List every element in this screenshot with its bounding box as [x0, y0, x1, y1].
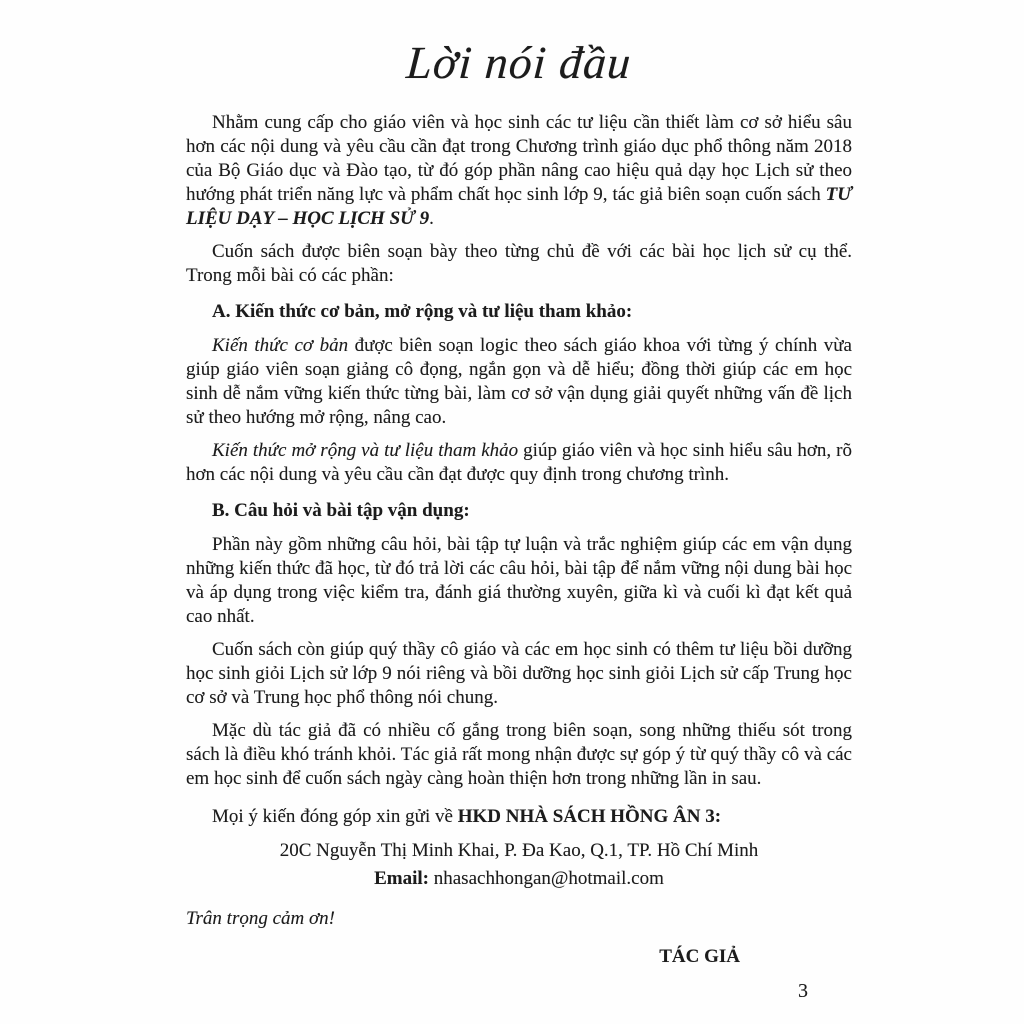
closing-author: TÁC GIẢ	[659, 946, 740, 967]
contact-email-line	[186, 867, 852, 891]
paragraph-intro	[186, 111, 852, 231]
section-a-heading: A. Kiến thức cơ bản, mở rộng và tư liệu tham khảo:	[212, 301, 633, 322]
closing-thanks: Trân trọng cảm ơn!	[186, 908, 335, 929]
intro-text: Nhằm cung cấp cho giáo viên và học sinh các tư liệu cần thiết làm cơ sở hiểu sâu hơn các nội dung và yêu cầu cần đạt trong Chương trình giáo dục phổ thông năm 2018 của Bộ Giáo dục và Đào tạo, từ đó góp phần nâng cao hiệu quả dạy học Lịch sử theo hướng phát triển năng lực và phẩm chất học sinh lớp 9, tác giả biên soạn cuốn sách	[186, 112, 852, 205]
contact-feedback-text: Mọi ý kiến đóng góp xin gửi về	[212, 806, 458, 827]
paragraph-section-b-1: Phần này gồm những câu hỏi, bài tập tự luận và trắc nghiệm giúp các em vận dụng những kiến thức đã học, từ đó trả lời các câu hỏi, bài tập để nắm vững nội dung bài học và áp dụng trong việc kiểm tra, đánh giá thường xuyên, giữa kì và cuối kì đạt kết quả cao nhất.	[186, 534, 852, 627]
section-b-heading: B. Câu hỏi và bài tập vận dụng:	[212, 500, 470, 521]
section-a-p1-lead: Kiến thức cơ bản	[212, 335, 349, 356]
book-title-text: TƯ LIỆU DẠY – HỌC LỊCH SỬ 9	[186, 184, 852, 229]
paragraph-section-a-2	[186, 439, 852, 487]
paragraph-outro-1: Cuốn sách còn giúp quý thầy cô giáo và các em học sinh có thêm tư liệu bồi dưỡng học sinh giỏi Lịch sử lớp 9 nói riêng và bồi dưỡng học sinh giỏi Lịch sử cấp Trung học cơ sở và Trung học phổ thông nói chung.	[186, 639, 852, 708]
section-a-p2-lead: Kiến thức mở rộng và tư liệu tham khảo	[212, 440, 519, 461]
paragraph-outro-2: Mặc dù tác giả đã có nhiều cố gắng trong biên soạn, song những thiếu sót trong sách là điều khó tránh khỏi. Tác giả rất mong nhận được sự góp ý từ quý thầy cô và các em học sinh để cuốn sách ngày càng hoàn thiện hơn trong những lần in sau.	[186, 720, 852, 789]
paragraph-contact	[186, 805, 852, 829]
page-title: Lời nói đầu	[404, 37, 634, 88]
email-value: nhasachhongan@hotmail.com	[429, 868, 664, 889]
paragraph-section-a-1	[186, 334, 852, 430]
page-content	[186, 36, 852, 978]
intro-text-end: .	[429, 208, 434, 229]
contact-address: 20C Nguyễn Thị Minh Khai, P. Đa Kao, Q.1, TP. Hồ Chí Minh	[279, 840, 759, 861]
store-name: HKD NHÀ SÁCH HỒNG ÂN 3:	[457, 806, 722, 827]
body-text	[186, 111, 852, 969]
email-label: Email:	[374, 868, 429, 889]
section-a-p1-rest: được biên soạn logic theo sách giáo khoa với từng ý chính vừa giúp giáo viên soạn giảng cô đọng, ngắn gọn và dễ hiểu; đồng thời giúp các em học sinh dễ nắm vững kiến thức từng bài, làm cơ sở vận dụng giải quyết những vấn đề lịch sử theo hướng mở rộng, nâng cao.	[186, 335, 852, 428]
section-a-p2-rest: giúp giáo viên và học sinh hiểu sâu hơn, rõ hơn các nội dung và yêu cầu cần đạt được quy định trong chương trình.	[186, 440, 853, 485]
paragraph-structure: Cuốn sách được biên soạn bày theo từng chủ đề với các bài học lịch sử cụ thể. Trong mỗi bài có các phần:	[186, 241, 852, 286]
page-number: 3	[798, 980, 808, 1002]
